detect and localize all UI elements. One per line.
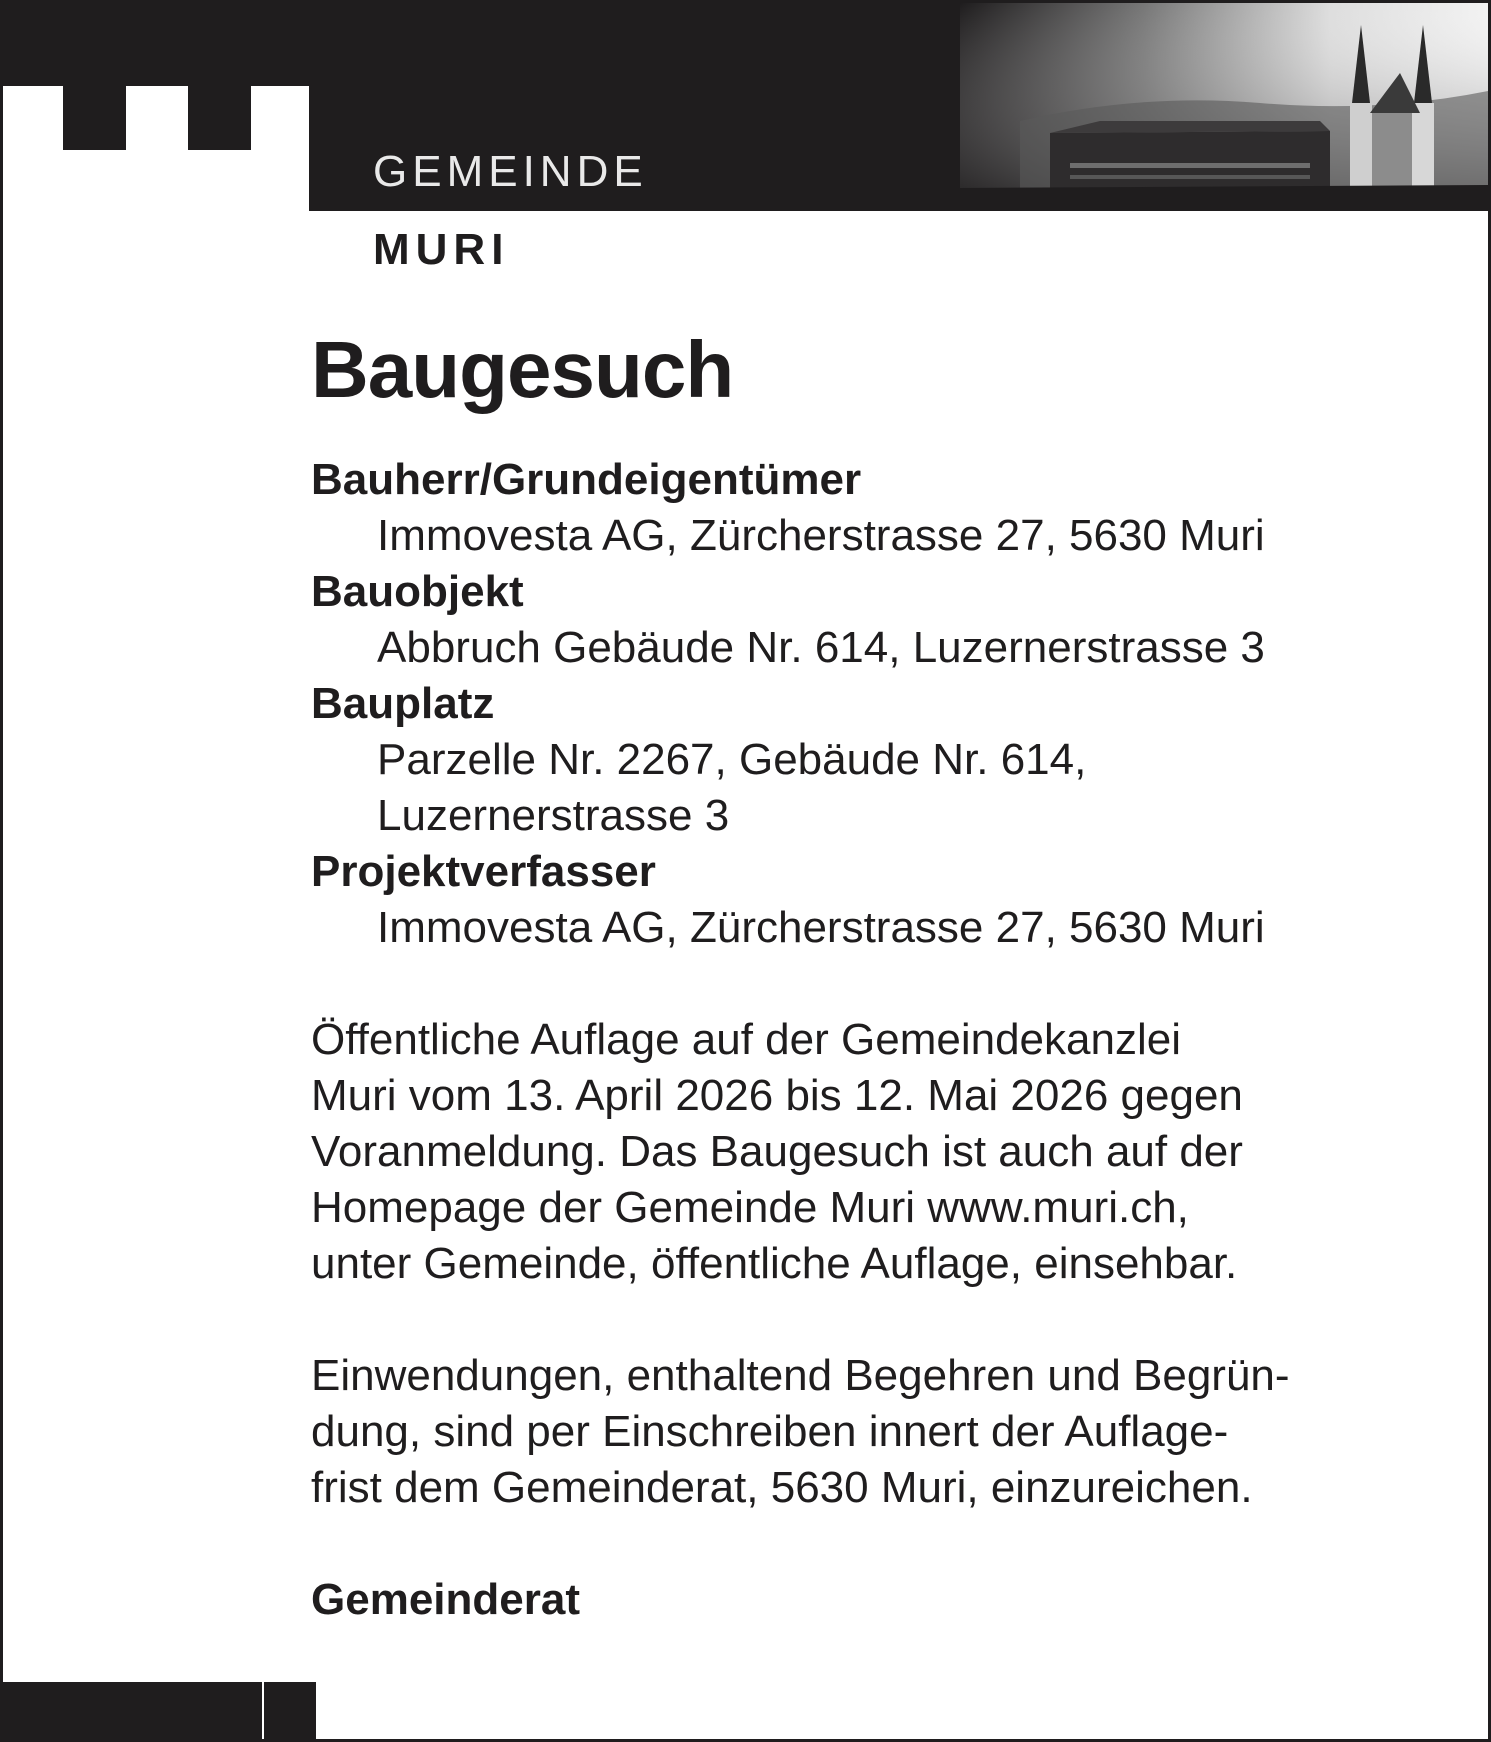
field-value: Immovesta AG, Zürcherstrasse 27, 5630 Muri: [377, 903, 1265, 952]
paragraph-line: Voranmeldung. Das Baugesuch ist auch auf der: [311, 1127, 1243, 1176]
paragraph-line: Öffentliche Auflage auf der Gemeindekanzlei: [311, 1015, 1181, 1064]
field-projektverfasser: [311, 844, 1461, 956]
notice-fields: [311, 452, 1461, 956]
paragraph-line: frist dem Gemeinderat, 5630 Muri, einzureichen.: [311, 1463, 1253, 1512]
signature: Gemeinderat: [311, 1575, 580, 1624]
paragraph-line: Homepage der Gemeinde Muri www.muri.ch,: [311, 1183, 1189, 1232]
logo-line-gemeinde: GEMEINDE: [373, 147, 648, 196]
logo-line-muri: MURI: [373, 225, 510, 274]
field-bauplatz: [311, 676, 1461, 844]
notice-content: [311, 325, 1461, 1628]
field-value: Luzernerstrasse 3: [377, 791, 730, 840]
field-bauobjekt: [311, 564, 1461, 676]
field-label: Bauobjekt: [311, 567, 524, 616]
footer-block: [3, 1682, 316, 1739]
field-value: Abbruch Gebäude Nr. 614, Luzernerstrasse 3: [377, 623, 1265, 672]
field-bauherr: [311, 452, 1461, 564]
footer-divider: [262, 1682, 264, 1739]
auflage-paragraph: [311, 1012, 1461, 1292]
field-label: Projektverfasser: [311, 847, 656, 896]
field-label: Bauherr/Grundeigentümer: [311, 455, 862, 504]
field-label: Bauplatz: [311, 679, 495, 728]
header-cutout: [3, 150, 309, 211]
field-value: Parzelle Nr. 2267, Gebäude Nr. 614,: [377, 735, 1087, 784]
einwendungen-paragraph: [311, 1348, 1461, 1516]
paragraph-line: Einwendungen, enthaltend Begehren und Begrün-: [311, 1351, 1290, 1400]
monastery-photo: [960, 3, 1488, 211]
paragraph-line: unter Gemeinde, öffentliche Auflage, einsehbar.: [311, 1239, 1238, 1288]
paragraph-line: Muri vom 13. April 2026 bis 12. Mai 2026 gegen: [311, 1071, 1243, 1120]
paragraph-line: dung, sind per Einschreiben innert der Auflage-: [311, 1407, 1229, 1456]
field-value: Immovesta AG, Zürcherstrasse 27, 5630 Muri: [377, 511, 1265, 560]
notice-title: Baugesuch: [311, 325, 734, 414]
